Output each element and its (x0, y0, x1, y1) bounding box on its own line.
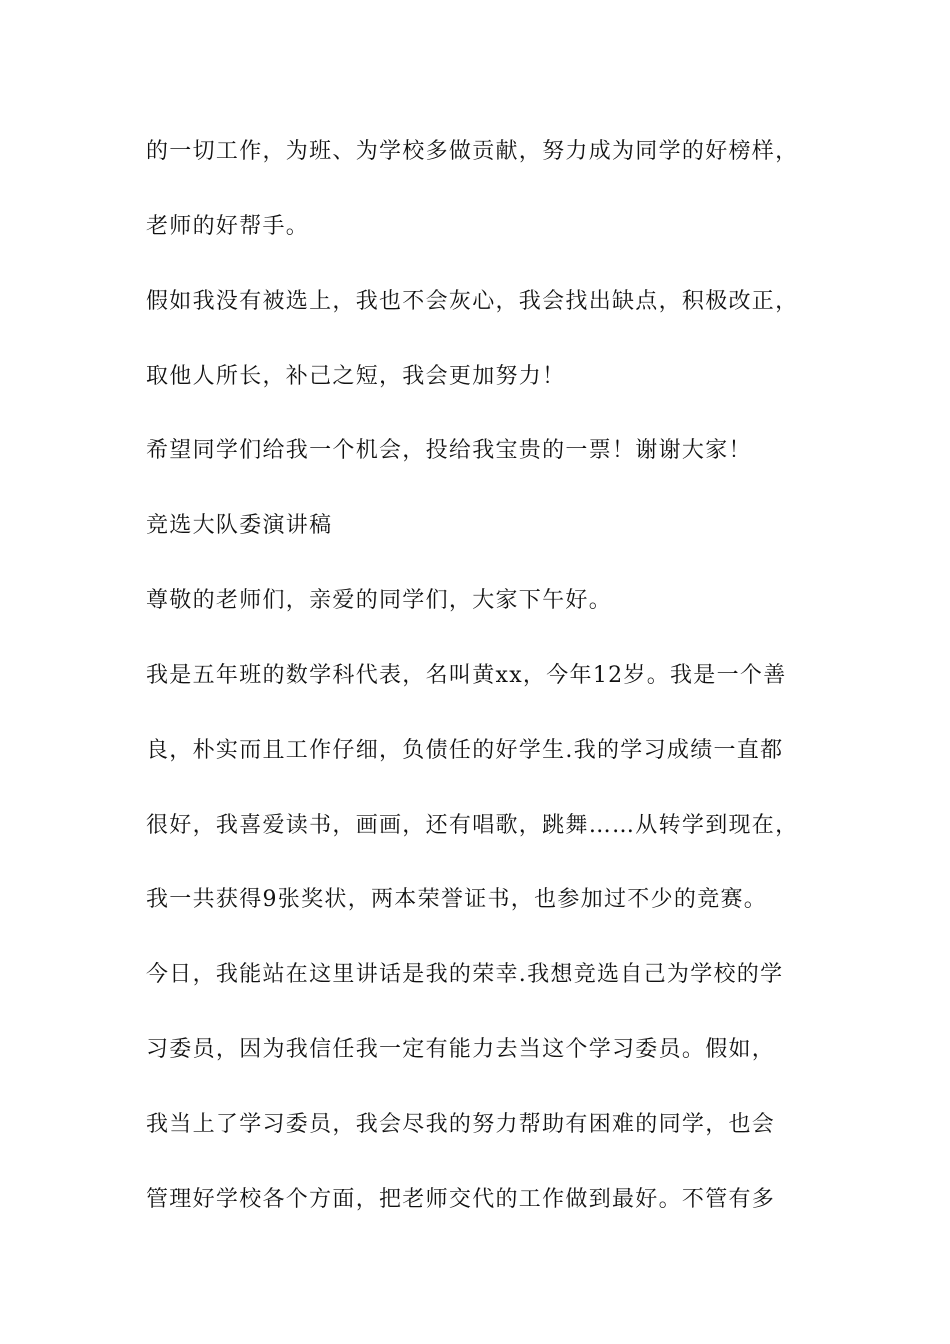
text-line-10: 很好，我喜爱读书，画画，还有唱歌，跳舞……从转学到现在， (146, 813, 799, 838)
text-line-11: 我一共获得9张奖状，两本荣誉证书，也参加过不少的竞赛。 (146, 887, 768, 912)
text-line-8: 我是五年班的数学科代表，名叫黄xx，今年12岁。我是一个善 (146, 663, 787, 688)
text-line-9: 良，朴实而且工作仔细，负债任的好学生.我的学习成绩一直都 (146, 738, 784, 763)
text-line-2: 老师的好帮手。 (146, 214, 310, 239)
text-line-5: 希望同学们给我一个机会，投给我宝贵的一票！谢谢大家！ (146, 438, 752, 463)
text-line-12: 今日，我能站在这里讲话是我的荣幸.我想竞选自己为学校的学 (146, 962, 784, 987)
text-line-1: 的一切工作，为班、为学校多做贡献，努力成为同学的好榜样， (146, 139, 799, 164)
text-line-4: 取他人所长，补己之短，我会更加努力！ (146, 364, 566, 389)
greeting-line: 尊敬的老师们，亲爱的同学们，大家下午好。 (146, 588, 613, 613)
text-line-15: 管理好学校各个方面，把老师交代的工作做到最好。不管有多 (146, 1187, 776, 1212)
section-title: 竞选大队委演讲稿 (146, 513, 333, 538)
text-line-3: 假如我没有被选上，我也不会灰心，我会找出缺点，积极改正， (146, 289, 799, 314)
text-line-14: 我当上了学习委员，我会尽我的努力帮助有困难的同学，也会 (146, 1112, 776, 1137)
text-line-13: 习委员，因为我信任我一定有能力去当这个学习委员。假如， (146, 1037, 776, 1062)
